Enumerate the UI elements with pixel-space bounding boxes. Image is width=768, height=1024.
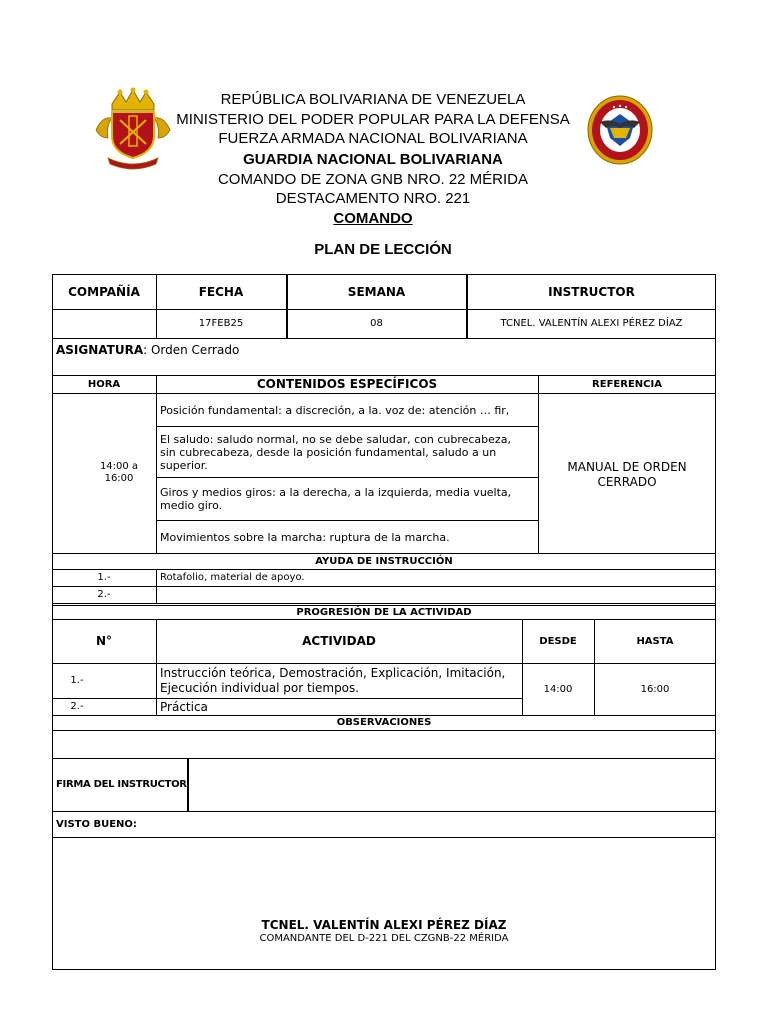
header-line-5: COMANDO DE ZONA GNB NRO. 22 MÉRIDA xyxy=(217,171,529,188)
content-item-2: El saludo: saludo normal, no se debe saludar, con cubrecabeza, sin cubrecabeza, desde la posición fundamental, saludo a un superior. xyxy=(160,432,511,472)
referencia-value: MANUAL DE ORDEN CERRADO xyxy=(567,460,687,489)
header-semana: SEMANA xyxy=(347,284,406,299)
header-referencia: REFERENCIA xyxy=(592,378,662,390)
header-hora: HORA xyxy=(87,378,121,390)
header-line-7: COMANDO xyxy=(333,210,413,227)
content-item-4: Movimientos sobre la marcha: ruptura de la marcha. xyxy=(160,530,450,544)
observaciones-text xyxy=(52,730,716,758)
header-instructor: INSTRUCTOR xyxy=(548,284,635,299)
guardia-nacional-seal-logo xyxy=(586,94,654,166)
header-line-2: MINISTERIO DEL PODER POPULAR PARA LA DEFENSA xyxy=(176,111,570,128)
ayuda-text-2 xyxy=(156,586,716,603)
header-hasta: HASTA xyxy=(636,635,674,647)
firma-signature-area xyxy=(189,759,715,810)
content-item-3: Giros y medios giros: a la derecha, a la izquierda, media vuelta, medio giro. xyxy=(160,486,512,512)
ayuda-text-1: Rotafolio, material de apoyo. xyxy=(160,572,305,583)
header-line-1: REPÚBLICA BOLIVARIANA DE VENEZUELA xyxy=(220,91,526,108)
content-item-1: Posición fundamental: a discreción, a la. voz de: atención … fir, xyxy=(160,403,510,417)
ayuda-num-2: 2.- xyxy=(97,589,111,600)
header-progresion: PROGRESIÓN DE LA ACTIVIDAD xyxy=(296,606,472,618)
actividad-text-1: Instrucción teórica, Demostración, Explicación, Imitación, Ejecución individual por tiempos. xyxy=(160,665,506,695)
value-fecha: 17FEB25 xyxy=(198,318,244,329)
header-line-6: DESTACAMENTO NRO. 221 xyxy=(275,190,471,207)
header-observaciones: OBSERVACIONES xyxy=(336,717,432,728)
asignatura-row xyxy=(52,338,716,362)
header-fecha: FECHA xyxy=(198,284,244,299)
actividad-num-1: 1.- xyxy=(70,675,84,686)
header-desde: DESDE xyxy=(539,635,577,647)
header-contenidos: CONTENIDOS ESPECÍFICOS xyxy=(256,377,438,391)
value-instructor: TCNEL. VALENTÍN ALEXI PÉREZ DÍAZ xyxy=(500,318,683,329)
hasta-value: 16:00 xyxy=(640,683,670,695)
asignatura-label: ASIGNATURA xyxy=(56,343,144,357)
page-title: PLAN DE LECCIÓN xyxy=(314,241,452,258)
header-compania: COMPAÑÍA xyxy=(68,284,140,299)
value-semana: 08 xyxy=(370,318,383,329)
asignatura-value: : Orden Cerrado xyxy=(143,343,240,357)
header-actividad: ACTIVIDAD xyxy=(302,634,376,648)
header-num: N° xyxy=(95,634,113,648)
hora-value: 14:00 a 16:00 xyxy=(99,461,139,484)
signature-name: TCNEL. VALENTÍN ALEXI PÉREZ DÍAZ xyxy=(261,918,507,932)
header-line-3: FUERZA ARMADA NACIONAL BOLIVARIANA xyxy=(218,130,528,147)
actividad-text-2: Práctica xyxy=(160,699,208,714)
firma-label: FIRMA DEL INSTRUCTOR xyxy=(56,779,187,790)
desde-value: 14:00 xyxy=(543,683,573,695)
signature-title: COMANDANTE DEL D-221 DEL CZGNB-22 MÉRIDA xyxy=(259,932,509,944)
header-ayuda: AYUDA DE INSTRUCCIÓN xyxy=(315,555,453,567)
ayuda-num-1: 1.- xyxy=(97,572,111,583)
value-compania xyxy=(52,309,156,338)
header-line-4: GUARDIA NACIONAL BOLIVARIANA xyxy=(243,151,503,168)
visto-bueno-label: VISTO BUENO: xyxy=(56,818,137,830)
actividad-num-2: 2.- xyxy=(70,701,84,712)
